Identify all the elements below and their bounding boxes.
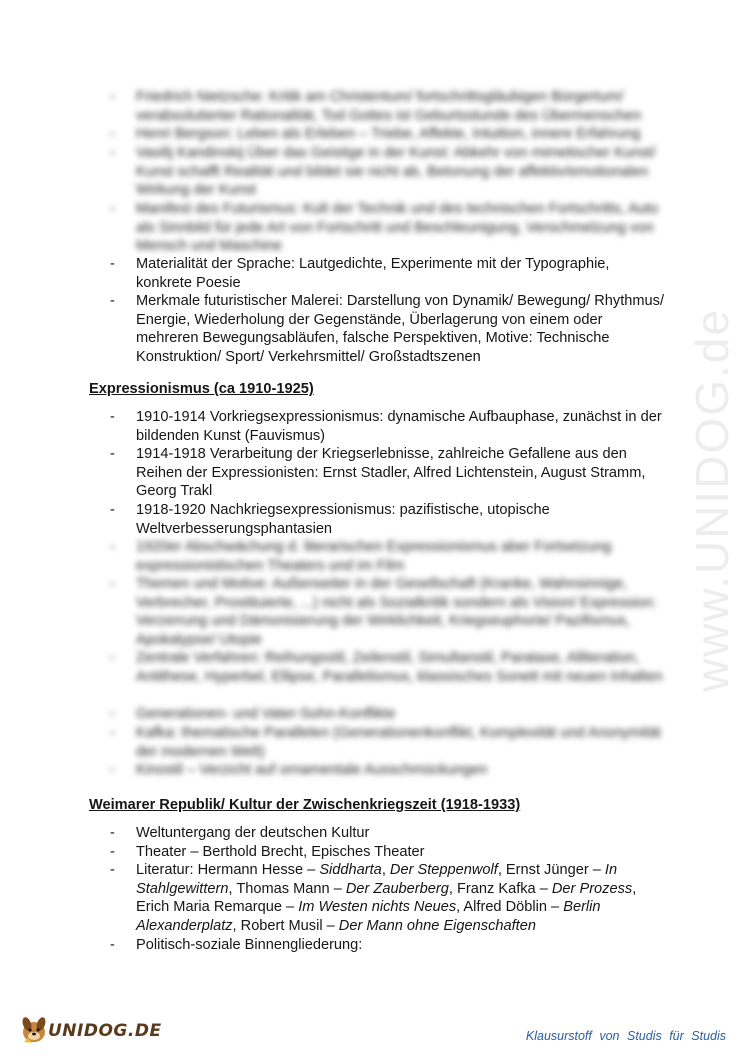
list-item bbox=[110, 761, 665, 780]
book-title: Der Zauberberg bbox=[345, 880, 449, 897]
bullet-dash: - bbox=[110, 256, 115, 272]
list-item-text: Weltuntergang der deutschen Kultur bbox=[136, 825, 370, 841]
book-title: Der Steppenwolf bbox=[389, 862, 498, 879]
book-title: Berlin Alexanderplatz bbox=[136, 899, 601, 934]
bullet-list-continuation bbox=[110, 88, 665, 366]
bullet-dash: - bbox=[110, 539, 115, 555]
list-item-text: 1914-1918 Verarbeitung der Kriegserlebnisse, zahlreiche Gefallene aus den Reihen der Expressionisten: Ernst Stadler, Alfred Lichtenstein, August Stramm, Georg Trakl bbox=[136, 446, 646, 500]
list-item bbox=[110, 575, 665, 649]
list-item-text: Politisch-soziale Binnengliederung: bbox=[136, 936, 363, 953]
list-item bbox=[110, 936, 665, 955]
bullet-list-weimar bbox=[110, 824, 665, 954]
text-run: , Erich Maria Remarque – bbox=[136, 880, 637, 916]
list-item bbox=[110, 125, 665, 144]
text-run: , Ernst Jünger – bbox=[497, 862, 605, 879]
list-item-text: Materialität der Sprache: Lautgedichte, Experimente mit der Typographie, konkrete Poesie bbox=[136, 256, 610, 291]
bullet-list-expressionismus bbox=[110, 408, 665, 780]
bullet-dash: - bbox=[110, 936, 115, 953]
section-heading-weimarer-republik: Weimarer Republik/ Kultur der Zwischenkriegszeit (1918-1933) bbox=[89, 797, 521, 813]
list-item bbox=[110, 501, 665, 538]
list-item-text: Themen und Motive: Außenseiter in der Gesellschaft (Kranke, Wahnsinnige, Verbrecher, Prostituierte, ...) nicht als Sozialkritik sondern als Vision/ Expression: Verzerrung und Dämonisierung der Wirklichkeit, Kriegseuphorie/ Pazifismus, Apokalypse/ Utopie bbox=[136, 576, 657, 648]
bullet-dash: - bbox=[110, 293, 115, 309]
bullet-dash: - bbox=[110, 862, 115, 879]
list-item-text: Kinostil – Verzicht auf ornamentale Ausschmückungen bbox=[136, 762, 488, 778]
list-item bbox=[110, 88, 665, 125]
bullet-dash: - bbox=[110, 409, 115, 425]
text-run: , Franz Kafka – bbox=[448, 880, 552, 897]
list-item-text: Merkmale futuristischer Malerei: Darstellung von Dynamik/ Bewegung/ Rhythmus/ Energie, Wiederholung der Gegenstände, Überlagerung von einem oder mehreren Bewegungsabläufen, falsche Perspektiven, Motive: Technische Konstruktion/ Sport/ Verkehrsmittel/ Großstadtszenen bbox=[136, 293, 665, 365]
bullet-dash: - bbox=[110, 201, 115, 217]
book-title: In Stahlgewittern bbox=[136, 862, 618, 897]
list-item-text: Zentrale Verfahren: Reihungsstil, Zeilenstil, Simultanstil, Parataxe, Alliteration, Antithese, Hyperbel, Ellipse, Parallelismus, klassisches Sonett mit neuen Inhalten bbox=[136, 650, 663, 685]
list-item-text: Manifest des Futurismus: Kult der Technik und des technischen Fortschritts, Auto als Sinnbild für jede Art von Fortschritt und Beschleunigung, Verschmelzung von Mensch und Maschine bbox=[136, 201, 659, 255]
list-item-text: Generationen- und Vater-Sohn-Konflikte bbox=[136, 706, 396, 722]
list-item bbox=[110, 445, 665, 501]
list-item-text bbox=[136, 862, 636, 934]
bullet-dash: - bbox=[110, 762, 115, 778]
bullet-dash: - bbox=[110, 89, 115, 105]
footer-tagline: Klausurstoff von Studis für Studis bbox=[525, 1029, 726, 1043]
dog-mascot-icon bbox=[21, 1016, 47, 1043]
list-item bbox=[110, 861, 665, 935]
book-title: Der Prozess bbox=[551, 880, 633, 897]
logo-text: UNIDOG.DE bbox=[48, 1021, 162, 1041]
list-item bbox=[110, 843, 665, 862]
list-item bbox=[110, 144, 665, 200]
list-item-text: Vasilij Kandinskij Über das Geistige in der Kunst: Abkehr von mimetischer Kunst/ Kunst schafft Realität und bildet sie nicht ab, Betonung der affektiv/emotionalen Wirkung der Kunst bbox=[136, 145, 656, 199]
list-item-text: 1910-1914 Vorkriegsexpressionismus: dynamische Aufbauphase, zunächst in der bildenden Kunst (Fauvismus) bbox=[136, 409, 662, 444]
bullet-dash: - bbox=[110, 126, 115, 142]
bullet-dash: - bbox=[110, 825, 115, 841]
list-item bbox=[110, 408, 665, 445]
list-item-text: Henri Bergson: Leben als Erleben – Triebe, Affekte, Intuition, innere Erfahrung bbox=[136, 126, 641, 142]
text-run: , Thomas Mann – bbox=[228, 880, 346, 897]
text-run: , bbox=[381, 862, 390, 879]
bullet-dash: - bbox=[110, 502, 115, 518]
list-item bbox=[110, 200, 665, 255]
list-item-text: 1920er Abschwächung d. literarischen Expressionismus aber Fortsetzung expressionistischen Theaters und im Film bbox=[136, 539, 612, 574]
list-item bbox=[110, 538, 665, 575]
list-item-text: Theater – Berthold Brecht, Episches Theater bbox=[136, 843, 425, 860]
bullet-dash: - bbox=[110, 576, 115, 592]
list-item bbox=[110, 824, 665, 843]
list-item bbox=[110, 724, 665, 761]
book-title: Siddharta bbox=[319, 862, 382, 879]
bullet-dash: - bbox=[110, 446, 115, 462]
list-item bbox=[110, 649, 665, 705]
list-item-text: Friedrich Nietzsche: Kritik am Christentum/ fortschrittsgläubigen Bürgertum/ verabsolutierter Rationalität, Tod Gottes ist Geburtsstunde des Übermenschen bbox=[136, 89, 642, 124]
section-heading-expressionismus: Expressionismus (ca 1910-1925) bbox=[89, 381, 314, 397]
list-item bbox=[110, 255, 665, 292]
bullet-dash: - bbox=[110, 145, 115, 161]
list-item bbox=[110, 705, 665, 724]
bullet-dash: - bbox=[110, 650, 115, 666]
watermark: www.UNIDOG.de bbox=[686, 308, 738, 692]
text-run: , Alfred Döblin – bbox=[456, 899, 564, 916]
text-run: , Robert Musil – bbox=[232, 917, 339, 934]
book-title: Der Mann ohne Eigenschaften bbox=[338, 917, 536, 934]
list-item-text: 1918-1920 Nachkriegsexpressionismus: pazifistische, utopische Weltverbesserungsphantasien bbox=[136, 502, 550, 537]
list-item-text: Kafka: thematische Parallelen (Generationenkonflikt, Komplexität und Anonymität der modernen Welt) bbox=[136, 725, 661, 760]
list-item bbox=[110, 292, 665, 366]
text-run: Literatur: Hermann Hesse – bbox=[136, 862, 320, 879]
bullet-dash: - bbox=[110, 843, 115, 860]
bullet-dash: - bbox=[110, 706, 115, 722]
book-title: Im Westen nichts Neues bbox=[298, 899, 457, 916]
bullet-dash: - bbox=[110, 725, 115, 741]
